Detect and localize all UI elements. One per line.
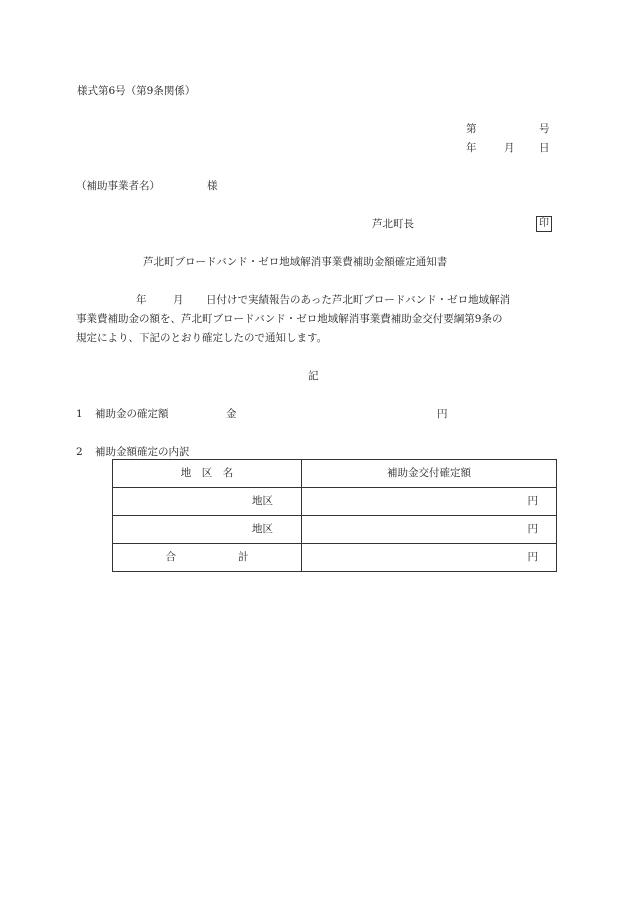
amount-cell: 円 [302, 488, 557, 516]
total-label-b: 計 [238, 551, 249, 564]
table-row [113, 516, 557, 544]
recipient-honorific: 様 [207, 180, 218, 192]
recipient-name-label: （補助事業者名） [76, 180, 160, 192]
breakdown-table [112, 459, 557, 572]
total-label-a: 合 [165, 551, 176, 564]
ki-heading: 記 [308, 370, 319, 382]
district-cell: 地区 [113, 488, 302, 516]
item1-number: 1 [76, 408, 83, 420]
header-amount: 補助金交付確定額 [302, 460, 557, 488]
doc-number-dai: 第 [466, 123, 477, 135]
total-label-cell [113, 544, 302, 572]
item2-label: 補助金額確定の内訳 [95, 446, 190, 458]
amount-cell: 円 [302, 516, 557, 544]
item1-yen: 円 [437, 408, 448, 420]
issuer-title: 芦北町長 [372, 218, 414, 230]
doc-date-year: 年 [466, 142, 477, 154]
form-reference: 様式第6号（第9条関係） [77, 85, 196, 97]
document-title: 芦北町ブロードバンド・ゼロ地域解消事業費補助金額確定通知書 [143, 256, 448, 268]
body-text-line1: 日付けで実績報告のあった芦北町ブロードバンド・ゼロ地域解消 [206, 294, 511, 306]
item1-kin: 金 [226, 408, 237, 420]
item2-number: 2 [76, 446, 83, 458]
table-total-row [113, 544, 557, 572]
seal-stamp: 印 [536, 216, 552, 232]
header-district: 地 区 名 [113, 460, 302, 488]
total-amount-cell: 円 [302, 544, 557, 572]
doc-number-go: 号 [539, 123, 550, 135]
body-year: 年 [136, 294, 147, 306]
district-cell: 地区 [113, 516, 302, 544]
table-row [113, 488, 557, 516]
item1-label: 補助金の確定額 [95, 408, 169, 420]
doc-date-day: 日 [539, 142, 550, 154]
table-header-row [113, 460, 557, 488]
body-text-line2: 事業費補助金の額を、芦北町ブロードバンド・ゼロ地域解消事業費補助金交付要綱第9条の [76, 313, 503, 325]
doc-date-month: 月 [504, 142, 515, 154]
body-month: 月 [173, 294, 184, 306]
body-text-line3: 規定により、下記のとおり確定したので通知します。 [76, 332, 328, 344]
